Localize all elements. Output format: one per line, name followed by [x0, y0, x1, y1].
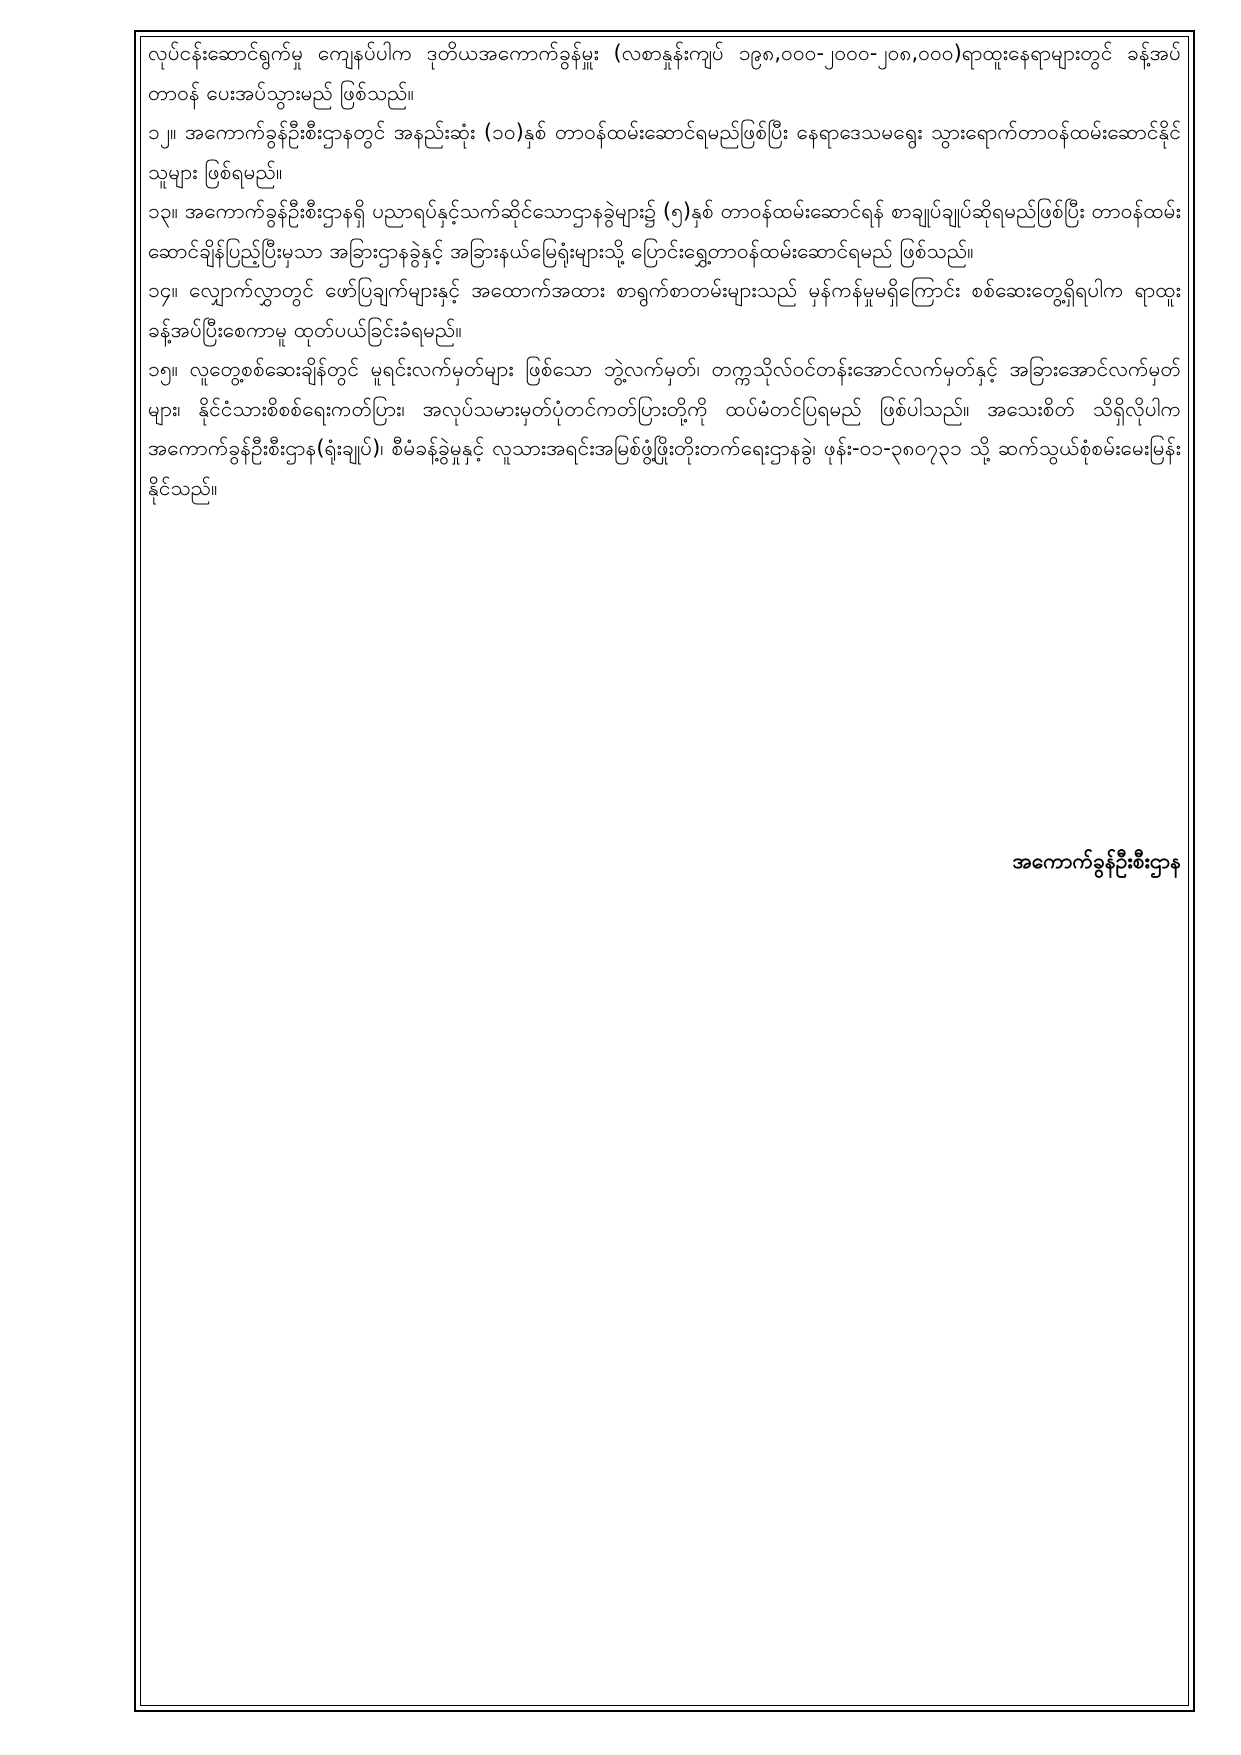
signature-department: အကောက်ခွန်ဦးစီးဌာန: [1012, 849, 1181, 873]
document-body: [148, 34, 1181, 873]
paragraph-12: ၁၂။ အကောက်ခွန်ဦးစီးဌာနတွင် အနည်းဆုံး (၁၀)နှစ် တာဝန်ထမ်းဆောင်ရမည်ဖြစ်ပြီး နေရာဒေသမရွေး သွားရောက်တာဝန်ထမ်းဆောင်နိုင်သူများ ဖြစ်ရမည်။: [148, 120, 1181, 184]
paragraph-15: ၁၅။ လူတွေ့စစ်ဆေးချိန်တွင် မူရင်းလက်မှတ်များ ဖြစ်သော ဘွဲ့လက်မှတ်၊ တက္ကသိုလ်ဝင်တန်းအောင်လက်မှတ်နှင့် အခြားအောင်လက်မှတ်များ၊ နိုင်ငံသားစိစစ်ရေးကတ်ပြား၊ အလုပ်သမားမှတ်ပုံတင်ကတ်ပြားတို့ကို ထပ်မံတင်ပြရမည် ဖြစ်ပါသည်။ အသေးစိတ် သိရှိလိုပါက အကောက်ခွန်ဦးစီးဌာန(ရုံးချုပ်)၊ စီမံခန့်ခွဲမှုနှင့် လူသားအရင်းအမြစ်ဖွံ့ဖြိုးတိုးတက်ရေးဌာနခွဲ၊ ဖုန်း-၀၁-၃၈၀၇၃၁ သို့ ဆက်သွယ်စုံစမ်းမေးမြန်းနိုင်သည်။: [148, 357, 1181, 500]
paragraph-intro: လုပ်ငန်းဆောင်ရွက်မှု ကျေနပ်ပါက ဒုတိယအကောက်ခွန်မှူး (လစာနှုန်းကျပ် ၁၉၈,၀၀၀-၂၀၀၀-၂၀၈,၀၀၀)ရာထူးနေရာများတွင် ခန့်အပ်တာဝန် ပေးအပ်သွားမည် ဖြစ်သည်။: [148, 41, 1181, 105]
paragraph-13: ၁၃။ အကောက်ခွန်ဦးစီးဌာနရှိ ပညာရပ်နှင့်သက်ဆိုင်သောဌာနခွဲများ၌ (၅)နှစ် တာဝန်ထမ်းဆောင်ရန် စာချုပ်ချုပ်ဆိုရမည်ဖြစ်ပြီး တာဝန်ထမ်းဆောင်ချိန်ပြည့်ပြီးမှသာ အခြားဌာနခွဲနှင့် အခြားနယ်မြေရုံးများသို့ ပြောင်းရွှေ့တာဝန်ထမ်းဆောင်ရမည် ဖြစ်သည်။: [148, 199, 1181, 263]
paragraph-14: ၁၄။ လျှောက်လွှာတွင် ဖော်ပြချက်များနှင့် အထောက်အထား စာရွက်စာတမ်းများသည် မှန်ကန်မှုမရှိကြောင်း စစ်ဆေးတွေ့ရှိရပါက ရာထူးခန့်အပ်ပြီးစေကာမူ ထုတ်ပယ်ခြင်းခံရမည်။: [148, 278, 1181, 342]
